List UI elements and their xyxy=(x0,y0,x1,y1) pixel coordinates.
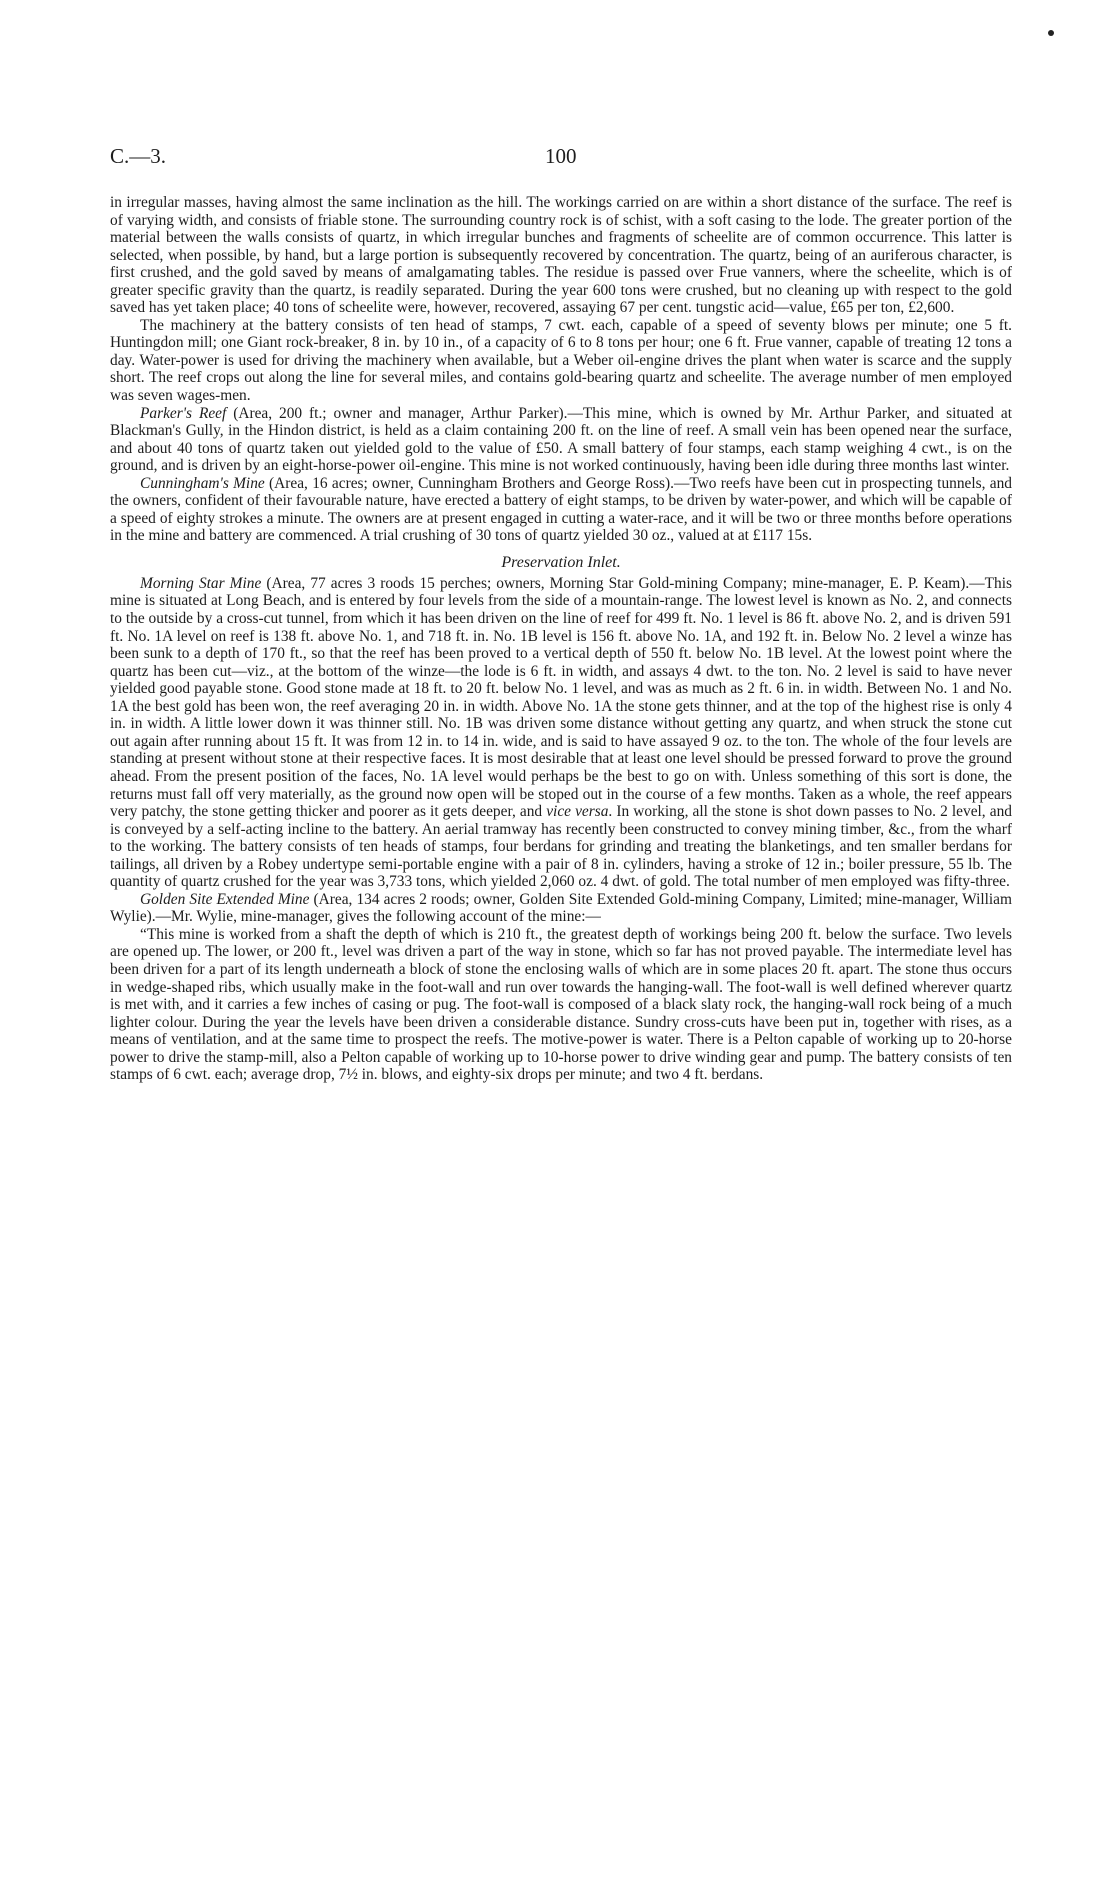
paragraph-text: (Area, 16 acres; owner, Cunningham Brothers and George Ross).—Two reefs have been cut in prospecting tunnels, and the owners, confident of their favourable nature, have erected a battery of eight stamps, to be driven by water-power, and which will be capable of a speed of eighty strokes a minute. The owners are at present engaged in cutting a water-race, and it will be two or three months before operations in the mine and battery are commenced. A trial crushing of 30 tons of quartz yielded 30 oz., valued at at £117 15s. xyxy=(110,474,1012,545)
paragraph-cunninghams-mine xyxy=(110,475,1012,545)
section-heading-preservation-inlet: Preservation Inlet. xyxy=(501,553,621,571)
latin-phrase: vice versa xyxy=(546,803,609,821)
paragraph-text: (Area, 134 acres 2 roods; owner, Golden Site Extended Gold-mining Company, Limited; mine-manager, William Wylie).—Mr. Wylie, mine-manager, gives the following account of the mine:— xyxy=(110,890,1012,926)
paragraph-morning-star-mine xyxy=(110,575,1012,891)
mine-name-morning-star: Morning Star Mine xyxy=(140,574,262,592)
paragraph-text: (Area, 77 acres 3 roods 15 perches; owners, Morning Star Gold-mining Company; mine-manager, E. P. Keam).—This mine is situated at Long Beach, and is entered by four levels from the side of a mountain-range. The lowest level is known as No. 2, and connects to the outside by a cross-cut tunnel, from which it has been driven on the line of reef for 499 ft. No. 1 level is 86 ft. above No. 2, and is driven 591 ft. No. 1A level on reef is 138 ft. above No. 1, and 718 ft. in. No. 1B level is 156 ft. above No. 1A, and 192 ft. in. Below No. 2 level a winze has been sunk to a depth of 170 ft., so that the reef has been proved to a vertical depth of 550 ft. below No. 1B level. At the lowest point where the quartz has been cut—viz., at the bottom of the winze—the lode is 6 ft. in width, and assays 4 dwt. to the ton. No. 2 level is said to have never yielded good payable stone. Good stone made at 18 ft. to 20 ft. below No. 1 level, and was as much as 2 ft. 6 in. in width. Between No. 1 and No. 1A the best gold has been won, the reef averaging 20 in. in width. Above No. 1A the stone gets thinner, and at the top of the highest rise is only 4 in. in width. A little lower down it was thinner still. No. 1B was driven some distance without getting any quartz, and when struck the stone cut out again after running about 15 ft. It was from 12 in. to 14 in. wide, and is said to have assayed 9 oz. to the ton. The whole of the four levels are standing at present without stone at their respective faces. It is most desirable that at least one level should be pressed forward to prove the ground ahead. From the present position of the faces, No. 1A level would perhaps be the best to go on with. Unless something of this sort is done, the returns must fall off very materially, as the ground now open will be stoped out in the course of a few months. Taken as a whole, the reef appears very patchy, the stone getting thicker and poorer as it gets deeper, and xyxy=(110,574,1012,821)
mine-name-cunninghams-mine: Cunningham's Mine xyxy=(140,474,265,492)
paragraph-manager-account: “This mine is worked from a shaft the depth of which is 210 ft., the greatest depth of workings being 200 ft. below the surface. Two levels are opened up. The lower, or 200 ft., level was driven a part of the way in stone, which so far has not proved payable. The intermediate level has been driven for a part of its length underneath a block of stone the enclosing walls of which are in some places 20 ft. apart. The stone thus occurs in wedge-shaped ribs, which usually make in the foot-wall and run over towards the hanging-wall. The foot-wall is well defined wherever quartz is met with, and it carries a few inches of casing or pug. The foot-wall is composed of a black slaty rock, the hanging-wall rock being of a much lighter colour. During the year the levels have been driven a considerable distance. Sundry cross-cuts have been put in, together with rises, as a means of ventilation, and at the same time to prospect the reefs. The motive-power is water. There is a Pelton capable of working up to 20-horse power to drive the stamp-mill, also a Pelton capable of working up to 10-horse power to drive winding gear and pump. The battery consists of ten stamps of 6 cwt. each; average drop, 7½ in. blows, and eighty-six drops per minute; and two 4 ft. berdans. xyxy=(110,925,1012,1084)
paragraph-battery-machinery: The machinery at the battery consists of ten head of stamps, 7 cwt. each, capable of a speed of seventy blows per minute; one 5 ft. Huntingdon mill; one Giant rock-breaker, 8 in. by 10 in., of a capacity of 6 to 8 tons per hour; one 6 ft. Frue vanner, capable of treating 12 tons a day. Water-power is used for driving the machinery when available, but a Weber oil-engine drives the plant when water is scarce and the supply short. The reef crops out along the line for several miles, and contains gold-bearing quartz and scheelite. The average number of men employed was seven wages-men. xyxy=(110,316,1012,405)
paragraph-text: . In working, all the stone is shot down passes to No. 2 level, and is conveyed by a self-acting incline to the battery. An aerial tramway has recently been constructed to convey mining timber, &c., from the wharf to the working. The battery consists of ten heads of stamps, four berdans for grinding and treating the blanketings, and ten smaller berdans for tailings, all driven by a Robey undertype semi-portable engine with a pair of 8 in. cylinders, having a stroke of 12 in.; boiler pressure, 55 lb. The quantity of quartz crushed for the year was 3,733 tons, which yielded 2,060 oz. 4 dwt. of gold. The total number of men employed was fifty-three. xyxy=(110,803,1012,891)
paragraph-golden-site-extended xyxy=(110,891,1012,926)
ink-dot xyxy=(1048,30,1054,36)
page-number: 100 xyxy=(545,144,577,168)
document-reference: C.—3. xyxy=(110,144,167,168)
paragraph-text: (Area, 200 ft.; owner and manager, Arthur Parker).—This mine, which is owned by Mr. Arthur Parker, and situated at Blackman's Gully, in the Hindon district, is held as a claim containing 200 ft. on the line of reef. A small vein has been opened near the surface, and about 40 tons of quartz taken out yielded gold to the value of £50. A small battery of four stamps, each stamp weighing 4 cwt., is on the ground, and is driven by an eight-horse-power oil-engine. This mine is not worked continuously, having been idle during three months last winter. xyxy=(110,404,1012,475)
mine-name-golden-site-extended: Golden Site Extended Mine xyxy=(140,890,310,908)
paragraph-parkers-reef xyxy=(110,405,1012,475)
page-header xyxy=(110,144,1012,174)
body-text xyxy=(110,194,1012,1084)
paragraph-scheelite-workings: in irregular masses, having almost the same inclination as the hill. The workings carried on are within a short distance of the surface. The reef is of varying width, and consists of friable stone. The surrounding country rock is of schist, with a soft casing to the lode. The greater portion of the material between the walls consists of quartz, in which irregular bunches and fragments of scheelite are of common occurrence. This latter is selected, when possible, by hand, but a large portion is subsequently recovered by concentration. The quartz, being of an auriferous character, is first crushed, and the gold saved by means of amalgamating tables. The residue is passed over Frue vanners, where the scheelite, which is of greater specific gravity than the quartz, is readily separated. During the year 600 tons were crushed, but no cleaning up with respect to the gold saved has yet taken place; 40 tons of scheelite were, however, recovered, assaying 67 per cent. tungstic acid—value, £65 per ton, £2,600. xyxy=(110,194,1012,317)
mine-name-parkers-reef: Parker's Reef xyxy=(140,404,227,422)
